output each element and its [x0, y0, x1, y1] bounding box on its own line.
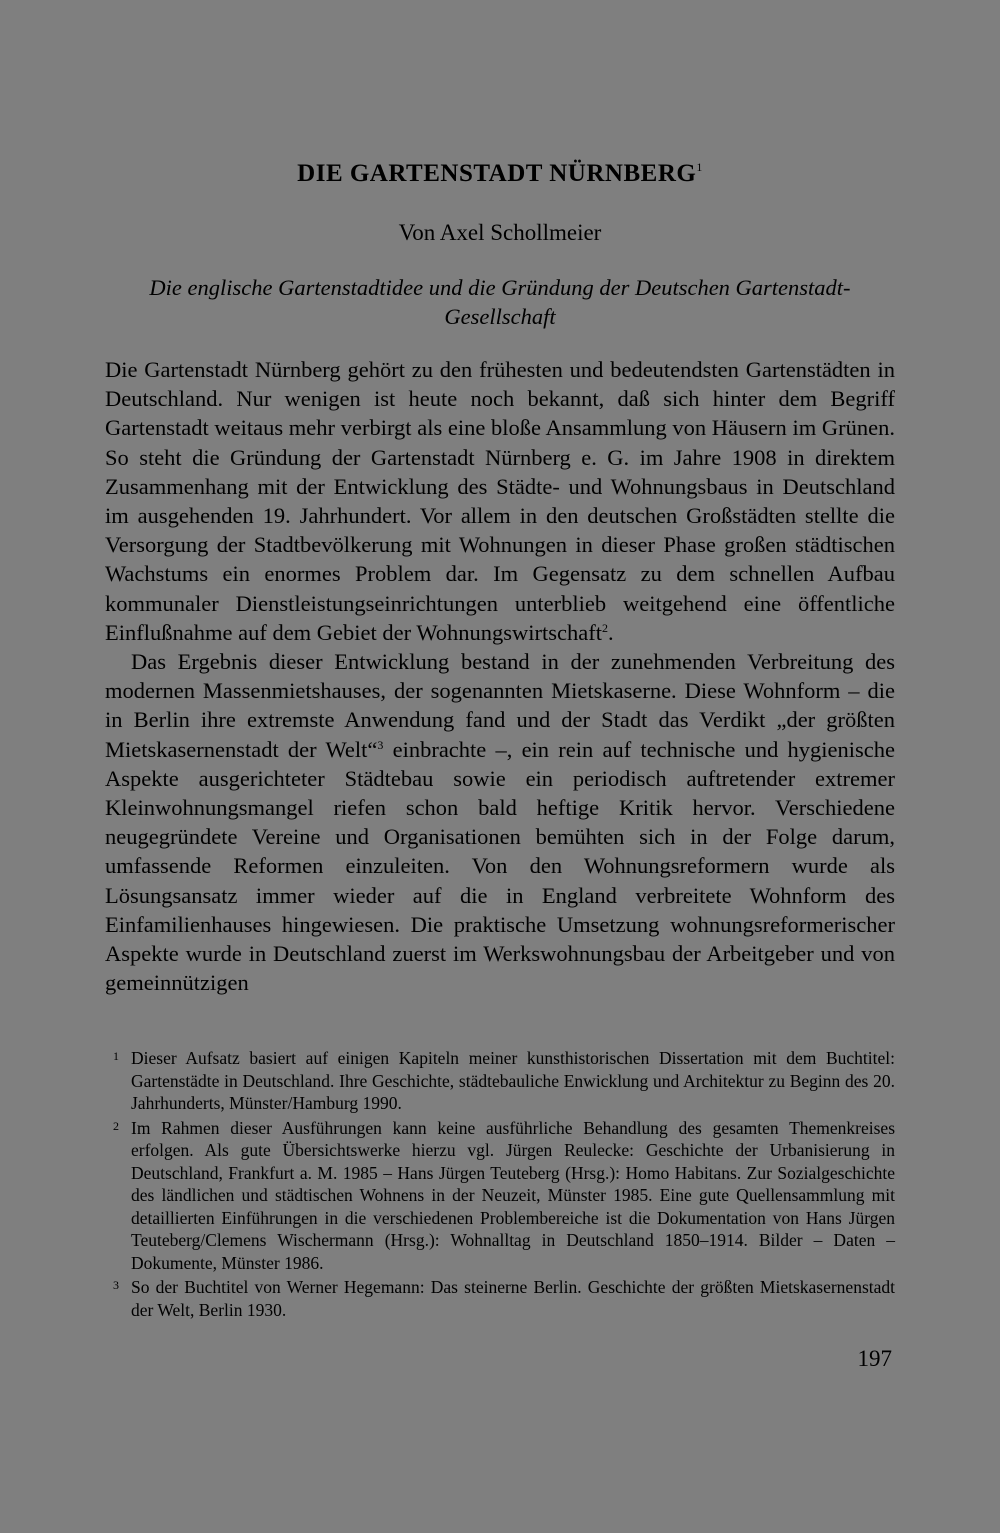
footnote-marker: 3 [377, 737, 384, 752]
footnote-marker: 2 [602, 620, 609, 635]
footnote [105, 1047, 895, 1115]
article-title [0, 160, 1000, 188]
paragraph-text: Das Ergebnis dieser Entwicklung bestand in der zunehmenden Verbreitung des modernen Massenmietshauses, der sogenannten Mietskaserne. Diese Wohnform – die in Berlin ihre extremste Anwendung fand und der Stadt das Verdikt „der größten Mietskasernenstadt der Welt“ [105, 649, 895, 762]
paragraph-text: Die Gartenstadt Nürnberg gehört zu den frühesten und bedeutendsten Gartenstädten in Deutschland. Nur wenigen ist heute noch bekannt, daß sich hinter dem Begriff Gartenstadt weitaus mehr verbirgt als eine bloße Ansammlung von Häusern im Grünen. So steht die Gründung der Gartenstadt Nürnberg e. G. im Jahre 1908 in direktem Zusammenhang mit der Entwicklung des Städte- und Wohnungsbaus in Deutschland im ausgehenden 19. Jahrhundert. Vor allem in den deutschen Großstädten stellte die Versorgung der Stadtbevölkerung mit Wohnungen in dieser Phase großen städtischen Wachstums ein enormes Problem dar. Im Gegensatz zu dem schnellen Aufbau kommunaler Dienstleistungseinrichtungen unterblieb weitgehend eine öffentliche Einflußnahme auf dem Gebiet der Wohnungswirtschaft [105, 357, 895, 645]
paragraph [105, 355, 895, 647]
author-line: Von Axel Schollmeier [398, 220, 602, 245]
paragraph-end: . [608, 619, 614, 645]
body-text [105, 355, 895, 997]
footnote [105, 1276, 895, 1321]
page-number: 197 [857, 1346, 892, 1371]
footnote-text: Dieser Aufsatz basiert auf einigen Kapiteln meiner kunsthistorischen Dissertation mit dem Buchtitel: Gartenstädte in Deutschland. Ihre Geschichte, städtebauliche Enwicklung und Architektur zu Beginn des 20. Jahrhunderts, Münster/Hamburg 1990. [131, 1048, 895, 1113]
footnote [105, 1117, 895, 1275]
section-heading-line: Die englische Gartenstadtidee und die Gründung der Deutschen Gartenstadt- [149, 275, 851, 300]
section-heading [105, 273, 895, 331]
footnote-number: 2 [113, 1118, 119, 1133]
footnote-text: So der Buchtitel von Werner Hegemann: Das steinerne Berlin. Geschichte der größten Mietskasernenstadt der Welt, Berlin 1930. [131, 1277, 895, 1320]
footnote-number: 3 [113, 1278, 119, 1292]
title-text: DIE GARTENSTADT NÜRNBERG [297, 160, 697, 187]
footnotes [105, 1047, 895, 1323]
title-footnote-marker: 1 [696, 160, 703, 174]
footnote-text: Im Rahmen dieser Ausführungen kann keine ausführliche Behandlung des gesamten Themenkreises erfolgen. Als gute Übersichtswerke hierzu vgl. Jürgen Reulecke: Geschichte der Urbanisierung in Deutschland, Frankfurt a. M. 1985 – Hans Jürgen Teuteberg (Hrsg.): Homo Habitans. Zur Sozialgeschichte des ländlichen und städtischen Wohnens in der Neuzeit, Münster 1985. Eine gute Quellensammlung mit detaillierten Einführungen in die verschiedenen Problembereiche ist die Dokumentation von Hans Jürgen Teuteberg/Clemens Wischermann (Hrsg.): Wohnalltag in Deutschland 1850–1914. Bilder – Daten – Dokumente, Münster 1986. [131, 1117, 895, 1273]
section-heading-line: Gesellschaft [444, 304, 556, 329]
paragraph-text: einbrachte –, ein rein auf technische und hygienische Aspekte ausgerichteter Städtebau sowie ein periodisch auftretender extremer Kleinwohnungsmangel riefen schon bald heftige Kritik hervor. Verschiedene neugegründete Vereine und Organisationen bemühten sich in der Folge darum, umfassende Reformen einzuleiten. Von den Wohnungsreformern wurde als Lösungsansatz immer wieder auf die in England verbreitete Wohnform des Einfamilienhauses hingewiesen. Die praktische Umsetzung wohnungsreformerischer Aspekte wurde in Deutschland zuerst im Werkswohnungsbau der Arbeitgeber und von gemeinnützigen [105, 736, 895, 996]
paragraph [105, 647, 895, 997]
footnote-number: 1 [113, 1049, 119, 1063]
